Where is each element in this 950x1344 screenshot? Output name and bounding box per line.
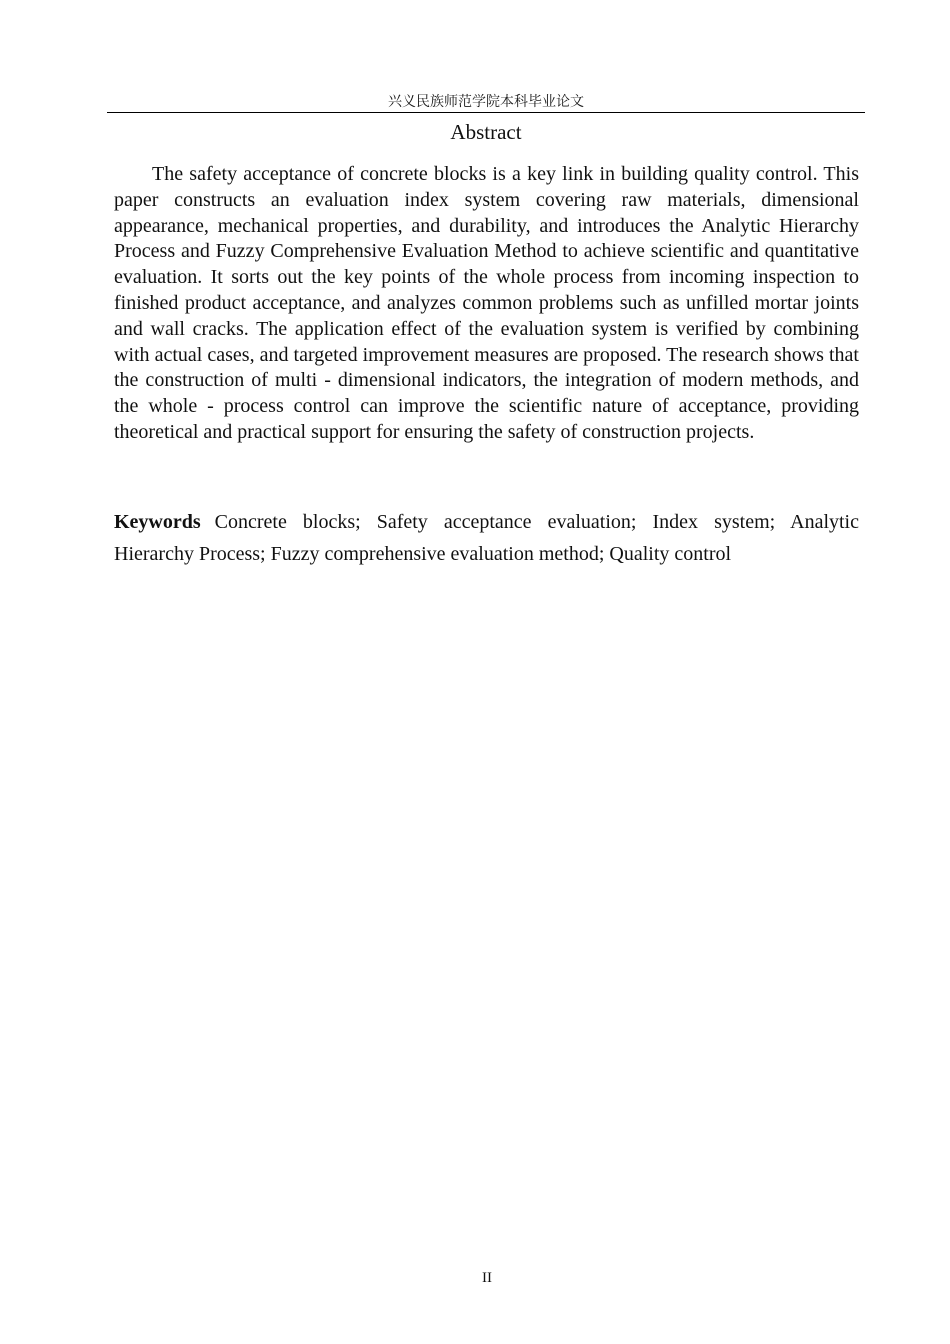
keywords-section [114,506,859,570]
keywords-label: Keywords [114,511,201,533]
abstract-body: The safety acceptance of concrete blocks is a key link in building quality control. This paper constructs an evaluation index system covering raw materials, dimensional appearance, mechanical properties, and durability, and introduces the Analytic Hierarchy Process and Fuzzy Comprehensive Evaluation Method to achieve scientific and quantitative evaluation. It sorts out the key points of the whole process from incoming inspection to finished product acceptance, and analyzes common problems such as unfilled mortar joints and wall cracks. The application effect of the evaluation system is verified by combining with actual cases, and targeted improvement measures are proposed. The research shows that the construction of multi - dimensional indicators, the integration of modern methods, and the whole - process control can improve the scientific nature of acceptance, providing theoretical and practical support for ensuring the safety of construction projects. [114,163,859,443]
keywords-text: Concrete blocks; Safety acceptance evaluation; Index system; Analytic Hierarchy Process; Fuzzy comprehensive evaluation method; Quality control [114,511,859,565]
running-header: 兴义民族师范学院本科毕业论文 [107,92,865,113]
page-number: II [482,1270,492,1286]
abstract-title: Abstract [450,120,522,144]
